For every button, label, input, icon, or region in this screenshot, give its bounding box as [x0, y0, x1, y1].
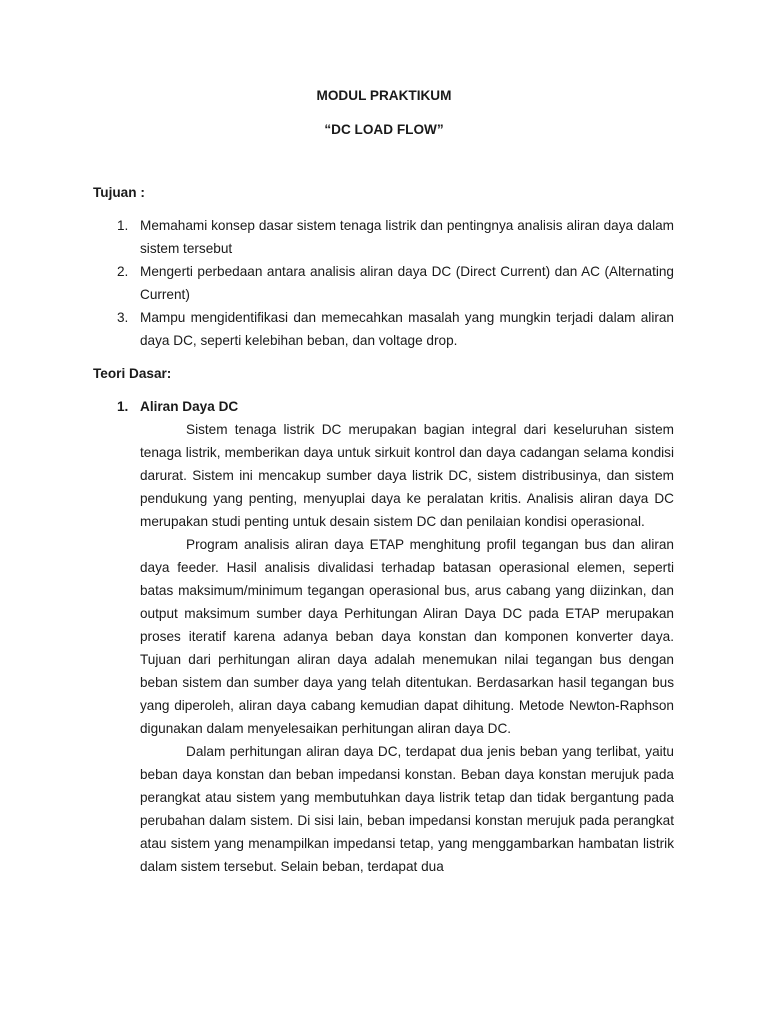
- tujuan-heading: Tujuan :: [93, 185, 145, 200]
- list-number: 3.: [117, 310, 129, 325]
- teori-heading: Teori Dasar:: [93, 366, 172, 381]
- section-title: Aliran Daya DC: [140, 399, 239, 414]
- list-text: Mampu mengidentifikasi dan memecahkan masalah yang mungkin terjadi dalam aliran daya DC, seperti kelebihan beban, dan voltage drop.: [140, 310, 674, 348]
- section-body: [140, 418, 674, 878]
- tujuan-list: [93, 214, 674, 352]
- list-text: Mengerti perbedaan antara analisis aliran daya DC (Direct Current) dan AC (Alternating Current): [140, 264, 674, 302]
- list-item: [93, 214, 674, 260]
- paragraph: Sistem tenaga listrik DC merupakan bagian integral dari keseluruhan sistem tenaga listrik, memberikan daya untuk sirkuit kontrol dan daya cadangan selama kondisi darurat. Sistem ini mencakup sumber daya listrik DC, sistem distribusinya, dan sistem pendukung yang penting, menyuplai daya ke peralatan kritis. Analisis aliran daya DC merupakan studi penting untuk desain sistem DC dan penilaian kondisi operasional.: [140, 422, 674, 529]
- document-title: MODUL PRAKTIKUM: [316, 88, 452, 103]
- document-subtitle: “DC LOAD FLOW”: [324, 122, 444, 137]
- paragraph: Program analisis aliran daya ETAP menghitung profil tegangan bus dan aliran daya feeder. Hasil analisis divalidasi terhadap batasan operasional elemen, seperti batas maksimum/minimum tegangan operasional bus, arus cabang yang diizinkan, dan output maksimum sumber daya Perhitungan Aliran Daya DC pada ETAP merupakan proses iteratif karena adanya beban daya konstan dan komponen konverter daya. Tujuan dari perhitungan aliran daya adalah menemukan nilai tegangan bus dengan beban sistem dan sumber daya yang telah ditentukan. Berdasarkan hasil tegangan bus yang diperoleh, aliran daya cabang kemudian dapat dihitung. Metode Newton-Raphson digunakan dalam menyelesaikan perhitungan aliran daya DC.: [140, 537, 674, 736]
- list-text: Memahami konsep dasar sistem tenaga listrik dan pentingnya analisis aliran daya dalam sistem tersebut: [140, 218, 674, 256]
- section-number: 1.: [117, 399, 129, 414]
- list-item: [93, 260, 674, 306]
- list-number: 1.: [117, 218, 129, 233]
- list-item: [93, 306, 674, 352]
- paragraph: Dalam perhitungan aliran daya DC, terdapat dua jenis beban yang terlibat, yaitu beban daya konstan dan beban impedansi konstan. Beban daya konstan merujuk pada perangkat atau sistem yang membutuhkan daya listrik tetap dan tidak bergantung pada perubahan dalam sistem. Di sisi lain, beban impedansi konstan merujuk pada perangkat atau sistem yang menampilkan impedansi tetap, yang menggambarkan hambatan listrik dalam sistem tersebut. Selain beban, terdapat dua: [140, 744, 674, 874]
- list-number: 2.: [117, 264, 129, 279]
